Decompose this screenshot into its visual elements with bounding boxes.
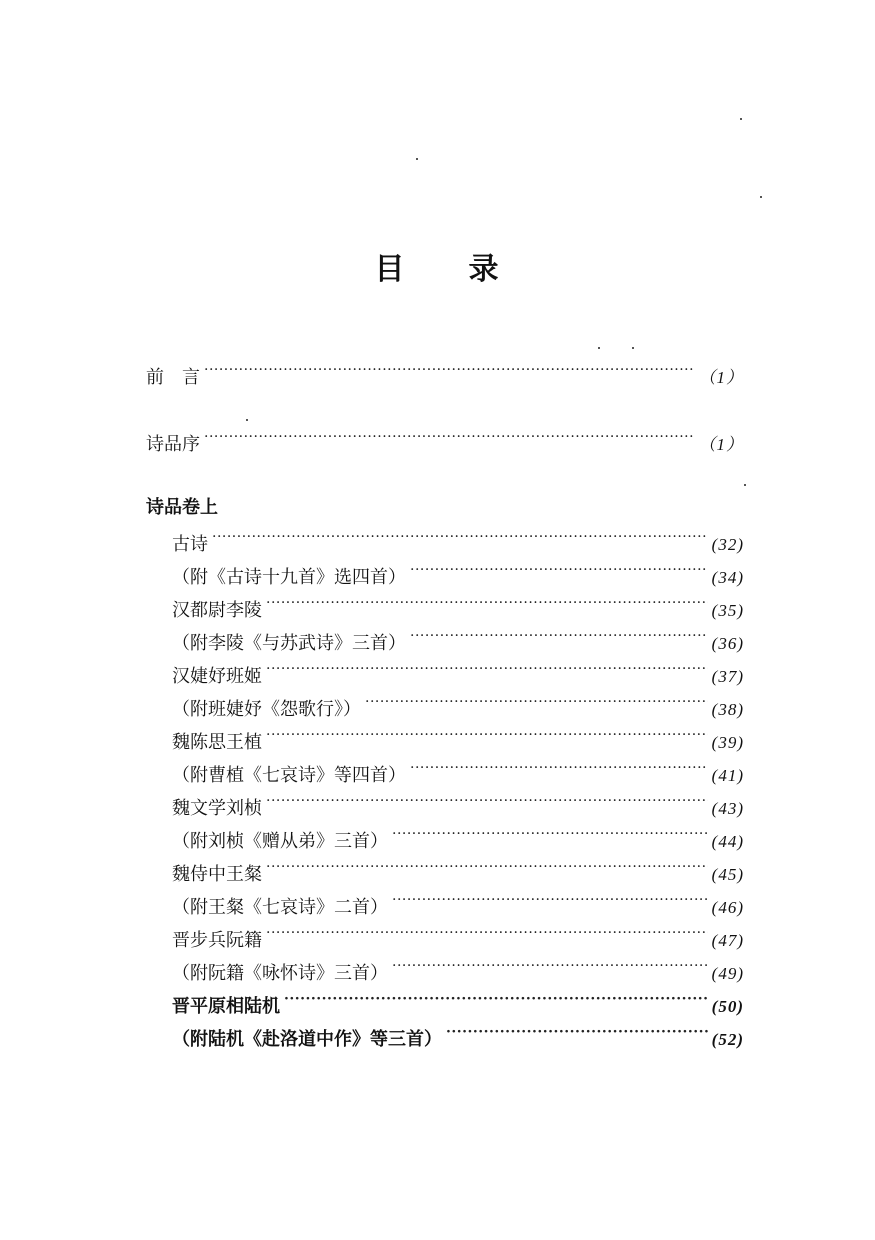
toc-entry-label: （附曹植《七哀诗》等四首） [172,765,406,786]
toc-entry-page: (34) [711,568,744,587]
toc-entry-page: （1） [698,368,744,387]
title-char-1: 目 [374,252,407,287]
leader-dots [365,687,708,715]
toc-entry-page: (50) [711,997,744,1016]
leader-dots [392,951,708,979]
toc-entry-page: (44) [711,832,744,851]
toc-entry-label: （附李陵《与苏武诗》三首） [172,633,406,654]
toc-entry-preface[interactable] [146,355,744,388]
toc-entry-page: (49) [711,964,744,983]
toc-entry-label: （附王粲《七哀诗》二首） [172,897,388,918]
toc-entry[interactable] [172,687,744,720]
toc-entry-page: (38) [711,700,744,719]
toc-entry[interactable] [172,555,744,588]
leader-dots [266,588,708,616]
toc-entry-page: (35) [711,601,744,620]
leader-dots [392,885,708,913]
toc-entry[interactable] [172,951,744,984]
toc-entry[interactable] [172,852,744,885]
toc-entry-label: （附阮籍《咏怀诗》三首） [172,963,388,984]
toc-entry-page: (32) [711,535,744,554]
toc-entry-label: 汉婕妤班姬 [172,666,262,687]
toc-entry[interactable] [172,522,744,555]
scan-speck [246,419,248,421]
toc-entry[interactable] [172,819,744,852]
toc-entry-page: (37) [711,667,744,686]
toc-entry[interactable] [172,786,744,819]
leader-dots [410,621,708,649]
toc-entry-page: (43) [711,799,744,818]
toc-entry[interactable] [172,654,744,687]
leader-dots [212,522,708,550]
title-char-2: 录 [468,252,501,287]
toc-entry-label: 晋平原相陆机 [172,996,280,1017]
page-title [0,244,875,288]
toc-entry-label: 晋步兵阮籍 [172,930,262,951]
leader-dots [284,984,708,1012]
toc-entry[interactable] [172,918,744,951]
toc-entry-page: (47) [711,931,744,950]
leader-dots [204,355,695,383]
toc-entry-page: (52) [711,1030,744,1049]
toc-entry[interactable] [172,621,744,654]
leader-dots [392,819,708,847]
toc-entry-label: 魏文学刘桢 [172,798,262,819]
toc-entry-label: 前 言 [146,367,200,388]
leader-dots [266,720,708,748]
section-heading: 诗品卷上 [146,497,218,518]
leader-dots [204,422,695,450]
toc-entry-label: （附陆机《赴洛道中作》等三首） [172,1029,442,1050]
toc-entry-page: (39) [711,733,744,752]
leader-dots [266,654,708,682]
toc-entry-label: 魏陈思王植 [172,732,262,753]
toc-entry[interactable] [172,984,744,1017]
toc-entry[interactable] [172,588,744,621]
leader-dots [266,918,708,946]
toc-entry-label: （附《古诗十九首》选四首） [172,567,406,588]
scan-speck [598,347,600,349]
scan-speck [416,158,418,160]
scan-speck [744,484,746,486]
toc-entry-label: （附刘桢《赠从弟》三首） [172,831,388,852]
toc-entry-page: (36) [711,634,744,653]
toc-entry[interactable] [172,753,744,786]
leader-dots [410,753,708,781]
toc-entry-label: 诗品序 [146,434,200,455]
toc-entry-label: 汉都尉李陵 [172,600,262,621]
toc-entry[interactable] [172,1017,744,1050]
toc-entry-label: 魏侍中王粲 [172,864,262,885]
toc-entry-page: （1） [698,435,744,454]
leader-dots [410,555,708,583]
scan-speck [740,118,742,120]
toc-entry-shipin-preface[interactable] [146,422,744,455]
toc-entry-label: （附班婕妤《怨歌行》） [172,699,361,720]
toc-entry-label: 古诗 [172,534,208,555]
toc-entry-page: (45) [711,865,744,884]
toc-entry[interactable] [172,885,744,918]
leader-dots [446,1017,708,1045]
scan-speck [760,196,762,198]
leader-dots [266,852,708,880]
toc-entry[interactable] [172,720,744,753]
leader-dots [266,786,708,814]
scan-speck [632,347,634,349]
toc-entry-page: (46) [711,898,744,917]
toc-entry-page: (41) [711,766,744,785]
